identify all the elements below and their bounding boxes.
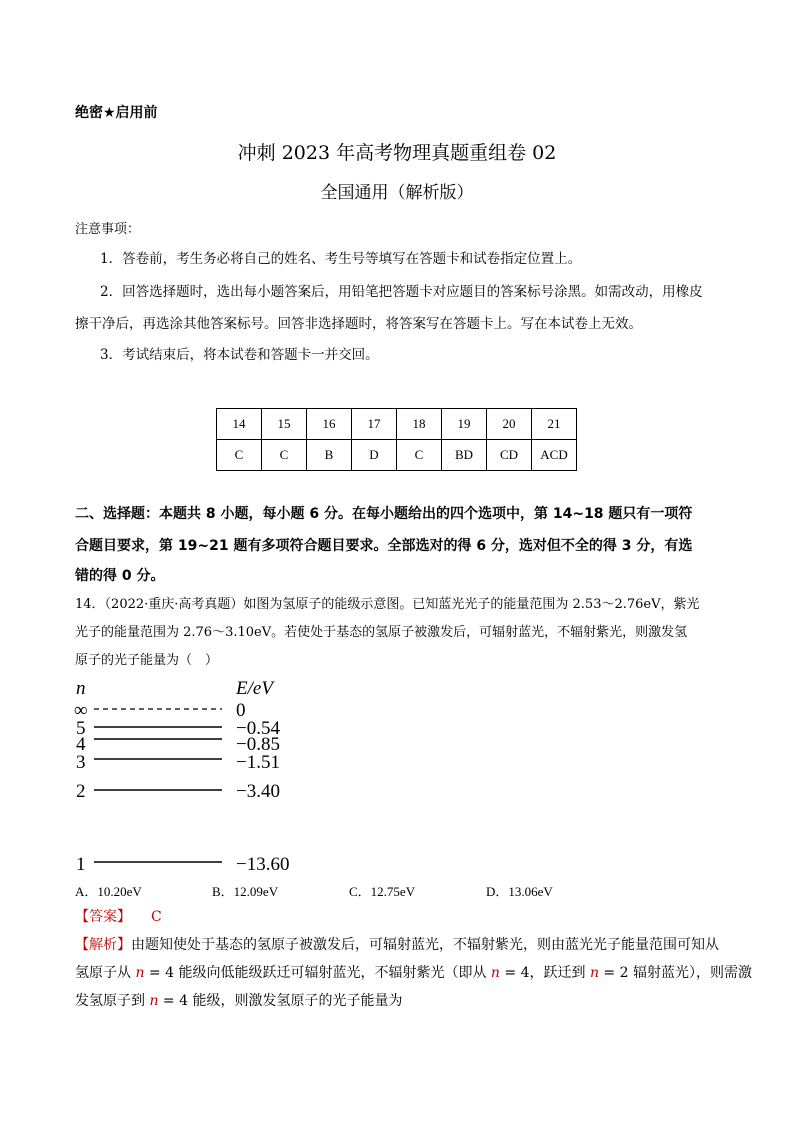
energy-axis-label: E/eV	[236, 678, 273, 699]
explanation-text: = 4，跃迁到	[499, 965, 590, 981]
answer-value: C	[151, 909, 162, 925]
level-n-4: 4	[76, 734, 86, 755]
notice-heading: 注意事项：	[75, 222, 141, 237]
level-energy-3: −1.51	[236, 752, 280, 773]
level-energy-2: −3.40	[236, 781, 280, 802]
question-number-cell: 17	[352, 409, 397, 440]
answer-cell: C	[217, 440, 262, 471]
level-n-2: 2	[76, 781, 86, 802]
answer-table-answers-row	[217, 440, 577, 471]
page-subtitle: 全国通用（解析版）	[320, 183, 474, 203]
variable-n: n	[135, 965, 145, 981]
explanation-text-1: 由题知使处于基态的氢原子被激发后，可辐射蓝光，不辐射紫光，则由蓝光光子能量范围可知从	[131, 937, 719, 953]
explanation-text: 氢原子从	[75, 965, 136, 981]
option-d: D．13.06eV	[486, 884, 553, 899]
section-heading-line-2: 合题目要求，第 19~21 题有多项符合题目要求。全部选对的得 6 分，选对但不全的得 3 分，有选	[75, 538, 693, 554]
question-14-line-1: 14．（2022·重庆·高考真题）如图为氢原子的能级示意图。已知蓝光光子的能量范围为 2.53～2.76eV，紫光	[75, 597, 700, 612]
question-14-line-3: 原子的光子能量为（ ）	[75, 653, 219, 668]
level-energy-5: −0.54	[236, 718, 280, 739]
notice-item-2-line-2: 擦干净后，再选涂其他答案标号。回答非选择题时，将答案写在答题卡上。写在本试卷上无效。	[75, 316, 642, 332]
notice-item-3: 3．考试结束后，将本试卷和答题卡一并交回。	[100, 347, 379, 363]
level-n-3: 3	[76, 752, 86, 773]
n-axis-label: n	[76, 678, 86, 699]
question-number-cell: 19	[442, 409, 487, 440]
explanation-line-3	[75, 990, 402, 1010]
answer-cell: ACD	[532, 440, 577, 471]
answer-label: 【答案】	[75, 909, 131, 925]
answer-cell: BD	[442, 440, 487, 471]
question-number-cell: 21	[532, 409, 577, 440]
level-n-infinity: ∞	[74, 700, 88, 721]
answer-cell: B	[307, 440, 352, 471]
notice-item-1: 1．答卷前，考生务必将自己的姓名、考生号等填写在答题卡和试卷指定位置上。	[100, 251, 582, 267]
question-14-line-2: 光子的能量范围为 2.76～3.10eV。若使处于基态的氢原子被激发后，可辐射蓝光，不辐射紫光，则激发氢	[75, 625, 688, 640]
level-energy-infinity: 0	[236, 700, 246, 721]
section-heading-line-1: 二、选择题：本题共 8 小题，每小题 6 分。在每小题给出的四个选项中，第 14~18 题只有一项符	[75, 506, 693, 522]
variable-n: n	[490, 965, 500, 981]
variable-n: n	[589, 965, 599, 981]
answer-cell: D	[352, 440, 397, 471]
section-heading-line-3: 错的得 0 分。	[75, 568, 165, 584]
level-n-1: 1	[76, 854, 86, 875]
explanation-label: 【解析】	[75, 937, 131, 953]
answer-cell: C	[262, 440, 307, 471]
level-n-5: 5	[76, 718, 86, 739]
answer-cell: C	[397, 440, 442, 471]
question-number-cell: 20	[487, 409, 532, 440]
explanation-text: = 2 辐射蓝光），则需激	[598, 965, 752, 981]
answer-options	[75, 881, 635, 900]
energy-level-diagram	[70, 675, 310, 880]
notice-item-2-line-1: 2．回答选择题时，选出每小题答案后，用铅笔把答题卡对应题目的答案标号涂黑。如需改动，用橡皮	[100, 284, 703, 300]
answer-cell: CD	[487, 440, 532, 471]
explanation-line-1	[75, 934, 719, 954]
answer-line	[75, 906, 162, 926]
explanation-text: 发氢原子到	[75, 993, 150, 1009]
question-number-cell: 18	[397, 409, 442, 440]
option-c: C．12.75eV	[349, 884, 416, 899]
level-energy-4: −0.85	[236, 734, 280, 755]
page-title: 冲刺 2023 年高考物理真题重组卷 02	[237, 142, 557, 164]
answer-table	[216, 408, 577, 471]
variable-n: n	[149, 993, 159, 1009]
question-number-cell: 16	[307, 409, 352, 440]
option-b: B．12.09eV	[212, 884, 279, 899]
confidential-mark: 绝密★启用前	[75, 105, 158, 121]
explanation-text: = 4 能级，则激发氢原子的光子能量为	[158, 993, 403, 1009]
question-number-cell: 15	[262, 409, 307, 440]
option-a: A．10.20eV	[75, 884, 142, 899]
explanation-text: = 4 能级向低能级跃迁可辐射蓝光，不辐射紫光（即从	[144, 965, 491, 981]
level-energy-1: −13.60	[236, 854, 290, 875]
answer-table-numbers-row	[217, 409, 577, 440]
question-number-cell: 14	[217, 409, 262, 440]
explanation-line-2	[75, 962, 752, 982]
